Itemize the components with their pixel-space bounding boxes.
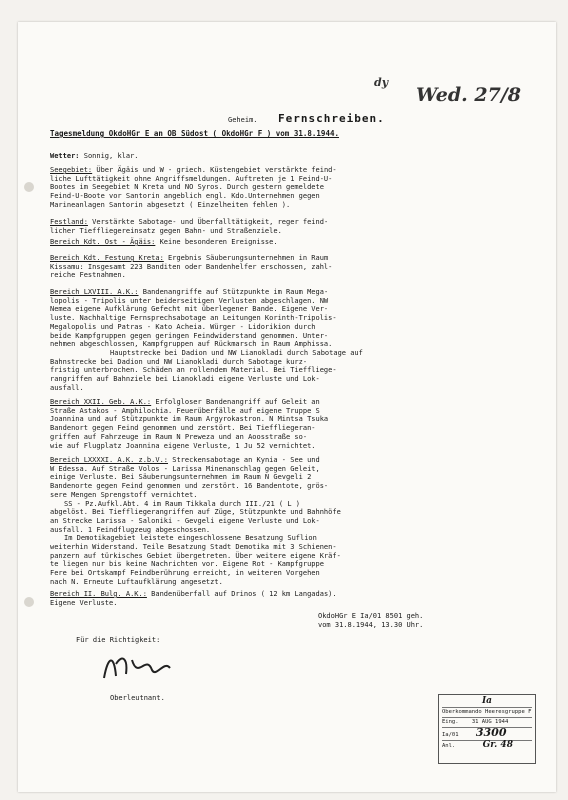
text-line: luste. Nachhaltige Fernsprechsabotage an Leitungen Korinth-Tripolis- xyxy=(50,314,337,323)
section-label: Bereich XXII. Geb. A.K.: xyxy=(50,398,152,406)
text-line: griffen auf Fahrzeuge im Raum N Preweza und an Aoosstraße so- xyxy=(50,432,308,441)
section-seegebiet xyxy=(50,166,337,210)
text-line: Verstärkte Sabotage- und Überfalltätigkeit, reger feind- xyxy=(92,218,329,226)
section-lxviii-ak xyxy=(50,288,363,392)
text-line: Kissamu: Insgesamt 223 Banditen oder Bandenhelfer erschossen, zahl- xyxy=(50,262,333,271)
text-line: Nemea eigene Aufklärung Gefecht mit überlegener Bande. Eigene Ver- xyxy=(50,305,329,314)
section-label: Bereich LXVIII. A.K.: xyxy=(50,288,139,296)
section-lxxxxi-ak xyxy=(50,456,341,587)
text-line: Megalopolis und Patras - Kato Acheia. Würger - Lidorikion durch xyxy=(50,322,316,331)
text-line: Bandenangriffe auf Stützpunkte im Raum Mega- xyxy=(142,288,329,296)
weather-label: Wetter: xyxy=(50,152,80,160)
text-line: Eigene Verluste. xyxy=(50,598,118,607)
seegebiet-label: Seegebiet: xyxy=(50,166,93,174)
text-line: panzern auf türkisches Gebiet übergetreten. Über weitere eigene Kräf- xyxy=(50,551,341,560)
stamp-date: 31 AUG 1944 xyxy=(471,719,509,725)
stamp-label: Eing. xyxy=(442,719,459,725)
weather-text: Sonnig, klar. xyxy=(83,152,139,160)
text-line: beide Kampfgruppen gegen geringen Feindwiderstand genommen. Unter- xyxy=(50,331,329,340)
text-line: an Strecke Larissa - Saloniki - Gevgeli eigene Verluste und Lok- xyxy=(50,516,320,525)
text-line: rangriffen auf Bahnziele bei Lianokladi eigene Verluste und Lok- xyxy=(50,375,320,384)
text-line: Marineanlagen Santorin abgesetzt ( Einzelheiten fehlen ). xyxy=(50,200,291,209)
stamp-office: Oberkommando Heeresgruppe F xyxy=(442,708,532,718)
text-line: Bahnstrecke bei Dadion und NW Lianokladi durch Sabotage kurz- xyxy=(50,357,308,366)
text-line: Über Ägäis und W - griech. Küstengebiet verstärkte feind- xyxy=(96,166,337,174)
text-line: Keine besonderen Ereignisse. xyxy=(159,238,278,246)
stamp-number: 3300 xyxy=(475,726,507,739)
classification-label: Geheim. xyxy=(228,116,258,124)
text-line: Bandenorte gegen Feind genommen und zerstört. 16 Bandentote, grös- xyxy=(50,482,329,491)
text-line: Straße Astakos - Amphilochia. Feuerüberfälle auf eigene Truppe S xyxy=(50,406,320,415)
text-line: einige Verluste. Bei Säuberungsunternehmen im Raum N Gevgeli 2 xyxy=(50,473,312,482)
section-festung-kreta xyxy=(50,254,332,280)
text-line: Feind-U-Boote vor Santorin angeblich engl. Kdo.Unternehmen gegen xyxy=(50,192,320,201)
festland-label: Festland: xyxy=(50,218,88,226)
text-line: weiterhin Widerstand. Teile Besatzung Stadt Demotika mit 3 Schienen- xyxy=(50,543,337,552)
text-line: fristig unterbrochen. Schäden an rollendem Material. Bei Tieffliege- xyxy=(50,366,337,375)
attestation-label: Für die Richtigkeit: xyxy=(76,636,161,644)
handwritten-note-2: Wed. 27/8 xyxy=(416,84,521,106)
document-page xyxy=(18,22,556,792)
text-line: te liegen nur bis keine Nachrichten vor. Eigene Rot - Kampfgruppe xyxy=(50,560,324,569)
text-line: liche Lufttätigkeit ohne Angriffsmeldungen. Auftreten je 1 Feind-U- xyxy=(50,174,333,183)
text-line: wie auf Flugplatz Joannina eigene Verluste, 1 Ju 52 vernichtet. xyxy=(50,441,316,450)
section-label: Bereich LXXXXI. A.K. z.b.V.: xyxy=(50,456,169,464)
text-line: Hauptstrecke bei Dadion und NW Lianokladi durch Sabotage auf xyxy=(110,348,363,357)
text-line: Bandenüberfall auf Drinos ( 12 km Langadas). xyxy=(151,590,337,598)
text-line: Im Demotikagebiet leistete eingeschlossene Besatzung Suflion xyxy=(64,534,317,543)
text-line: Joannina und auf Stützpunkte im Raum Argyrokastron. N Mintsa Tsuka xyxy=(50,415,329,424)
text-line: nehmen abgeschlossen, Kampfgruppen auf Rückmarsch in Raum Amphissa. xyxy=(50,340,333,349)
section-label: Bereich II. Bulg. A.K.: xyxy=(50,590,147,598)
section-kdt-ost-aegaeis xyxy=(50,238,278,247)
weather-line xyxy=(50,152,139,161)
stamp-label: Anl. xyxy=(442,743,456,749)
punch-hole xyxy=(24,597,34,607)
punch-hole xyxy=(24,182,34,192)
text-line: Bootes im Seegebiet N Kreta und NO Syros. Durch gestern gemeldete xyxy=(50,183,324,192)
section-ii-bulg-ak xyxy=(50,590,337,607)
text-line: Erfolgloser Bandenangriff auf Geleit an xyxy=(155,398,320,406)
section-festland xyxy=(50,218,328,235)
reference-block xyxy=(318,612,423,629)
text-line: ausfall. xyxy=(50,383,84,392)
text-line: W Edessa. Auf Straße Volos - Larissa Minenanschlag gegen Geleit, xyxy=(50,464,320,473)
text-line: Fere bei Ortskampf Feindberührung erreicht, in weiteren Vorgehen xyxy=(50,569,320,578)
reference-line-2: vom 31.8.1944, 13.30 Uhr. xyxy=(318,620,424,629)
document-title: Fernschreiben. xyxy=(278,112,385,125)
signatory-rank: Oberleutnant. xyxy=(110,694,165,702)
text-line: abgelöst. Bei Tieffliegerangriffen auf Züge, Stützpunkte und Bahnhöfe xyxy=(50,508,341,517)
text-line: ausfall. 1 Feindflugzeug abgeschossen. xyxy=(50,525,211,534)
handwritten-signature xyxy=(98,650,178,684)
text-line: lopolis - Tripolis unter beiderseitigen Verlusten abgeschlagen. NW xyxy=(50,296,329,305)
text-line: nach N. Erneute Luftaufklärung angesetzt. xyxy=(50,577,223,586)
text-line: Ergebnis Säuberungsunternehmen in Raum xyxy=(168,254,329,262)
text-line: Streckensabotage an Kynia - See und xyxy=(172,456,320,464)
handwritten-note-1: dy xyxy=(374,76,389,89)
text-line: sere Mengen Sprengstoff vernichtet. xyxy=(50,490,198,499)
stamp-attachments: Gr. 48 xyxy=(482,740,513,750)
reference-line-1: OkdoHGr E Ia/01 8501 geh. xyxy=(318,612,424,620)
receipt-stamp xyxy=(438,694,536,764)
text-line: Bandenort gegen Feind genommen und zerstört. Bei Tieffliegeran- xyxy=(50,424,316,433)
stamp-label: Ia/01 xyxy=(442,732,459,738)
text-line: reiche Festnahmen. xyxy=(50,271,126,280)
section-xxii-geb-ak xyxy=(50,398,328,450)
stamp-section: Ia xyxy=(481,696,493,706)
text-line: licher Tieffliegereinsatz gegen Bahn- und Straßenziele. xyxy=(50,226,282,235)
text-line: SS - Pz.Aufkl.Abt. 4 im Raum Tikkala durch III./21 ( L ) xyxy=(64,499,301,508)
report-title: Tagesmeldung OkdoHGr E an OB Südost ( OkdoHGr F ) vom 31.8.1944. xyxy=(50,129,339,138)
section-label: Bereich Kdt. Ost - Ägäis: xyxy=(50,238,156,246)
section-label: Bereich Kdt. Festung Kreta: xyxy=(50,254,164,262)
